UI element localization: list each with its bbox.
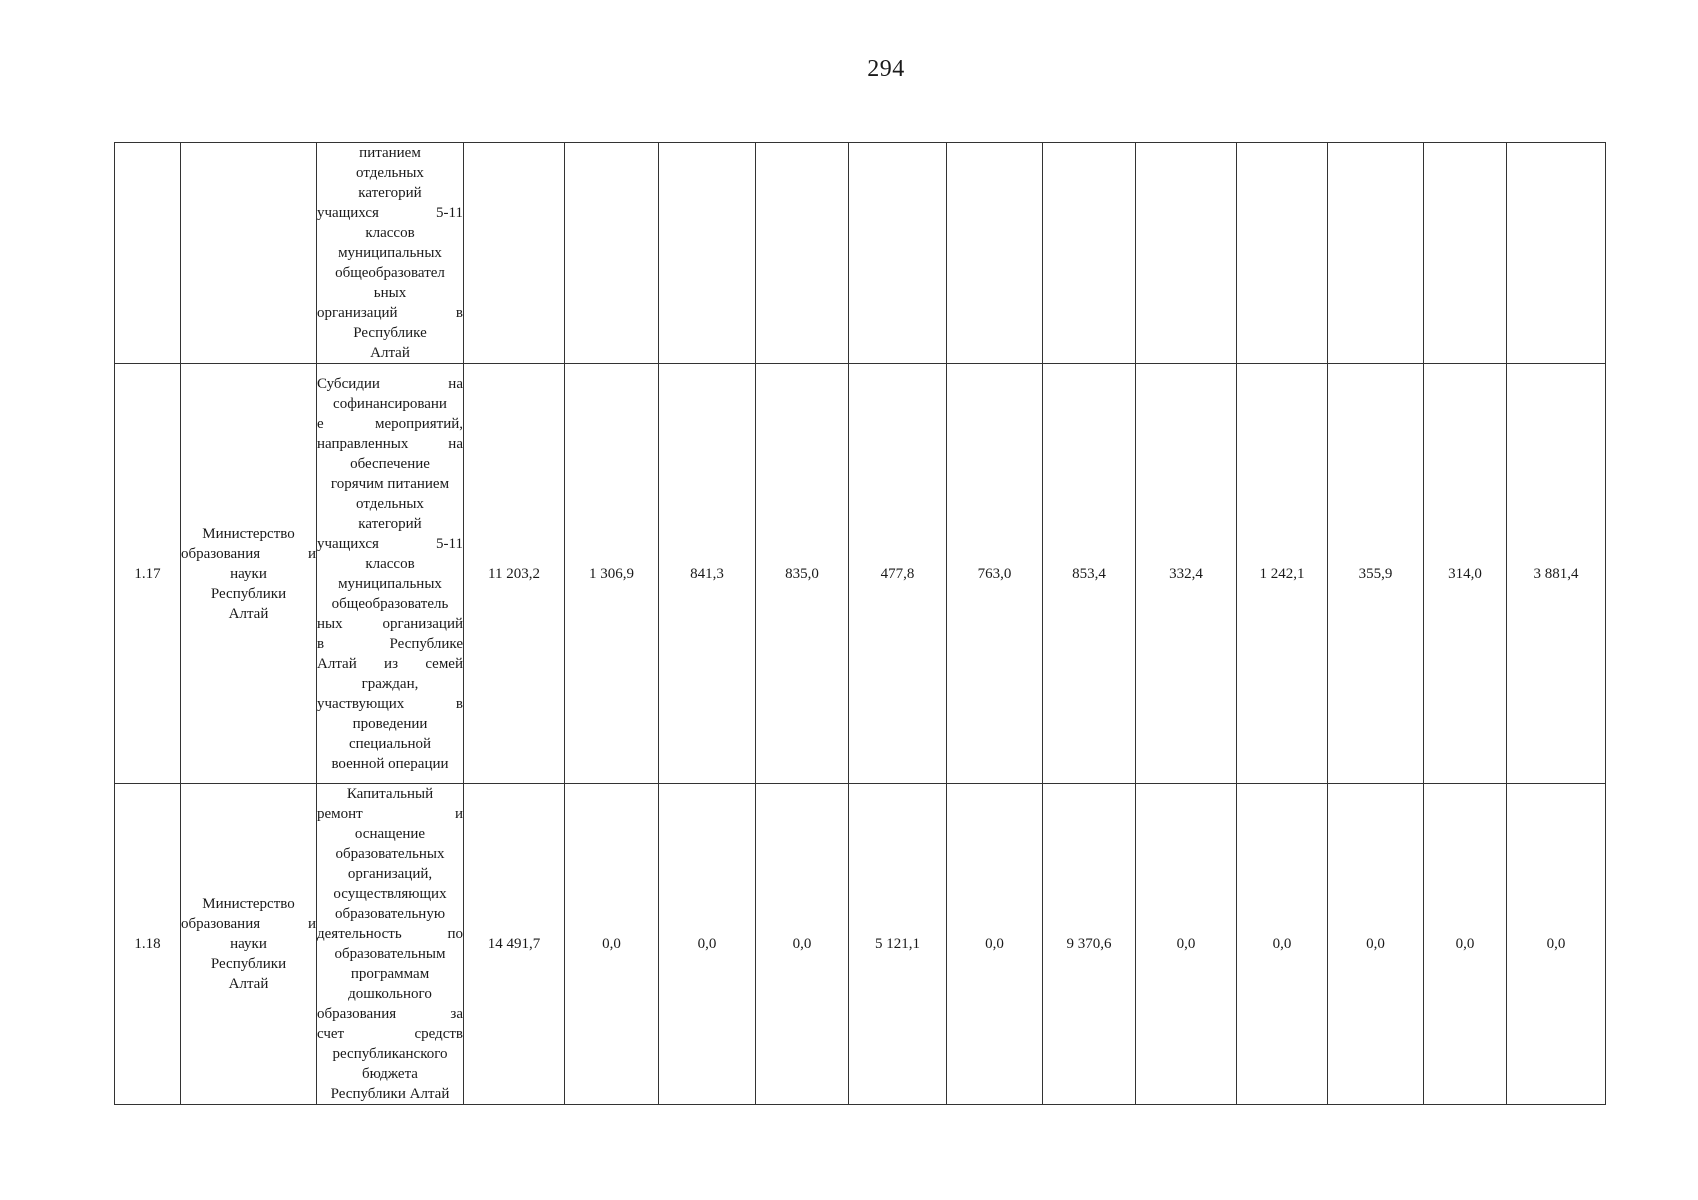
activity-name-line: софинансировани xyxy=(333,395,447,412)
activity-name-line: бюджета xyxy=(362,1066,418,1082)
row-number-cell: 1.18 xyxy=(115,784,181,1105)
row-number-cell xyxy=(115,143,181,364)
activity-name-line: Алтай из семей xyxy=(317,655,463,672)
activity-name-line: классов xyxy=(365,225,415,241)
value-cell xyxy=(849,143,947,364)
value-cell: 3 881,4 xyxy=(1507,364,1606,784)
table-row xyxy=(115,143,1606,364)
org-line: Министерство xyxy=(202,525,295,542)
activity-name-line: специальной xyxy=(348,735,432,752)
activity-name-line: обеспечение xyxy=(350,455,430,472)
activity-name-line: образования за xyxy=(317,1006,463,1022)
value-cell xyxy=(947,143,1043,364)
activity-name-line: горячим питанием xyxy=(330,475,450,492)
value-cell xyxy=(756,143,849,364)
activity-name-line: общеобразователь xyxy=(331,595,449,612)
activity-name-line: е мероприятий, xyxy=(317,415,463,432)
value-cell: 1 242,1 xyxy=(1237,364,1328,784)
value-cell xyxy=(464,143,565,364)
activity-name-line: питанием xyxy=(359,145,421,161)
value-cell xyxy=(1424,143,1507,364)
activity-name-line: образовательных xyxy=(335,846,445,862)
table-row xyxy=(115,784,1606,1105)
table-row xyxy=(115,364,1606,784)
activity-name-line: отдельных xyxy=(356,165,424,181)
value-cell xyxy=(1507,143,1606,364)
org-line: образования и xyxy=(181,916,316,932)
activity-name-line: Алтай xyxy=(370,345,410,361)
value-cell: 0,0 xyxy=(756,784,849,1105)
value-cell: 841,3 xyxy=(659,364,756,784)
activity-name-line: муниципальных xyxy=(338,575,442,592)
activity-name-cell xyxy=(317,784,464,1105)
activity-name-line: Капитальный xyxy=(346,786,434,802)
value-cell: 853,4 xyxy=(1043,364,1136,784)
value-cell: 0,0 xyxy=(1328,784,1424,1105)
value-cell: 0,0 xyxy=(947,784,1043,1105)
value-cell: 5 121,1 xyxy=(849,784,947,1105)
activity-name-line: ьных xyxy=(373,285,407,301)
value-cell: 0,0 xyxy=(659,784,756,1105)
page-number: 294 xyxy=(867,56,905,82)
value-cell xyxy=(1237,143,1328,364)
activity-name-line: военной операции xyxy=(331,755,449,772)
activity-name-line: деятельность по xyxy=(317,926,463,942)
value-cell xyxy=(565,143,659,364)
activity-name-line: проведении xyxy=(352,715,428,732)
value-cell: 0,0 xyxy=(1507,784,1606,1105)
org-line: Республики xyxy=(210,956,287,972)
activity-name-line: республиканского xyxy=(332,1046,448,1062)
activity-name-line: в Республике xyxy=(317,635,463,652)
activity-name-line: организаций, xyxy=(347,866,433,882)
org-line: Алтай xyxy=(228,605,269,622)
org-line: Министерство xyxy=(202,896,295,912)
activity-name-line: направленных на xyxy=(317,435,463,452)
value-cell xyxy=(1136,143,1237,364)
activity-name-line: организаций в xyxy=(317,305,463,321)
value-cell: 1 306,9 xyxy=(565,364,659,784)
activity-name-line: категорий xyxy=(358,515,422,532)
value-cell: 477,8 xyxy=(849,364,947,784)
value-cell: 14 491,7 xyxy=(464,784,565,1105)
value-cell: 11 203,2 xyxy=(464,364,565,784)
value-cell: 355,9 xyxy=(1328,364,1424,784)
org-line: Республики xyxy=(210,585,287,602)
activity-name-line: учащихся 5-11 xyxy=(317,205,463,221)
value-cell: 0,0 xyxy=(1136,784,1237,1105)
activity-name-line: Республики Алтай xyxy=(330,1086,450,1102)
value-cell: 0,0 xyxy=(1424,784,1507,1105)
value-cell xyxy=(1328,143,1424,364)
value-cell: 332,4 xyxy=(1136,364,1237,784)
value-cell xyxy=(1043,143,1136,364)
activity-name-line: муниципальных xyxy=(338,245,442,261)
org-line: Алтай xyxy=(228,976,269,992)
activity-name-line: образовательным xyxy=(334,946,446,962)
activity-name-cell xyxy=(317,143,464,364)
activity-name-line: счет средств xyxy=(317,1026,463,1042)
activity-name-line: осуществляющих xyxy=(333,886,447,902)
org-line: науки xyxy=(230,936,267,952)
activity-name-line: ных организаций xyxy=(317,615,463,632)
org-line: образования и xyxy=(181,545,316,562)
value-cell: 835,0 xyxy=(756,364,849,784)
activity-name-line: Субсидии на xyxy=(317,375,463,392)
activity-name-line: категорий xyxy=(358,185,422,201)
value-cell xyxy=(659,143,756,364)
responsible-org-cell xyxy=(181,143,317,364)
activity-name-line: дошкольного xyxy=(348,986,432,1002)
value-cell: 763,0 xyxy=(947,364,1043,784)
value-cell: 9 370,6 xyxy=(1043,784,1136,1105)
activity-name-line: участвующих в xyxy=(317,695,463,712)
activity-name-line: общеобразовател xyxy=(335,265,445,281)
responsible-org-cell xyxy=(181,784,317,1105)
value-cell: 0,0 xyxy=(565,784,659,1105)
activity-name-cell xyxy=(317,364,464,784)
activity-name-line: оснащение xyxy=(354,826,426,842)
activity-name-line: учащихся 5-11 xyxy=(317,535,463,552)
org-line: науки xyxy=(230,565,267,582)
responsible-org-cell xyxy=(181,364,317,784)
budget-table xyxy=(114,142,1606,1105)
row-number-cell: 1.17 xyxy=(115,364,181,784)
activity-name-line: Республике xyxy=(353,325,427,341)
activity-name-line: классов xyxy=(365,555,415,572)
activity-name-line: программам xyxy=(350,966,430,982)
activity-name-line: образовательную xyxy=(334,906,446,922)
activity-name-line: ремонт и xyxy=(317,806,463,822)
activity-name-line: отдельных xyxy=(356,495,424,512)
value-cell: 0,0 xyxy=(1237,784,1328,1105)
value-cell: 314,0 xyxy=(1424,364,1507,784)
activity-name-line: граждан, xyxy=(361,675,419,692)
